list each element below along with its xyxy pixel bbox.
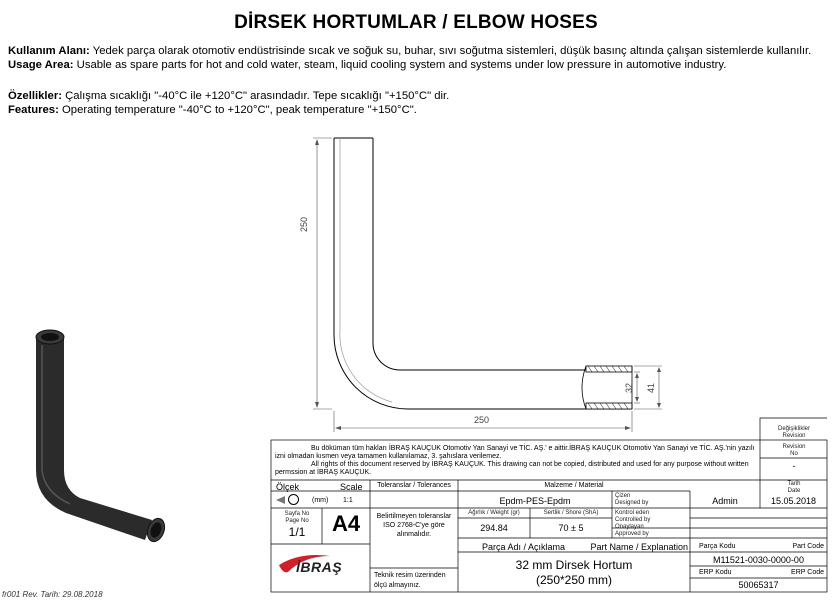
dim-horizontal-250: 250: [474, 415, 490, 425]
unit-label: (mm): [312, 497, 329, 504]
controlled-label: Kontrol eden Controlled by: [615, 510, 651, 523]
revisions-label: Değişiklikler Revision: [777, 426, 810, 439]
weight-value: 294.84: [480, 523, 508, 533]
material-value: Epdm-PES-Epdm: [499, 496, 571, 506]
features-en-text: Operating temperature "-40°C to +120°C", peak temperature "+150°C".: [58, 104, 417, 116]
form-reference: fr001 Rev. Tarih: 29.08.2018: [2, 590, 103, 599]
approved-label: Onaylayan Approved by: [615, 524, 649, 537]
usage-tr-label: Kullanım Alanı:: [8, 45, 90, 57]
designed-value: Admin: [712, 496, 738, 506]
revision-no-value: -: [792, 461, 796, 471]
projection-circle-icon: [288, 494, 299, 505]
dim-inner-32: 32: [624, 382, 634, 393]
part-name-en-label: Part Name / Explanation: [590, 542, 688, 552]
notice-text: Teknik resim üzerinden ölçü almayınız.: [374, 572, 446, 589]
erp-value: 50065317: [738, 580, 779, 590]
part-code-tr-label: Parça Kodu: [699, 543, 736, 550]
material-label: Malzeme / Material: [544, 482, 604, 489]
tolerances-label: Toleranslar / Tolerances: [377, 482, 451, 489]
part-code-value: M11521-0030-0000-00: [713, 555, 804, 565]
features-tr-label: Özellikler:: [8, 90, 62, 102]
part-code-en-label: Part Code: [792, 543, 824, 550]
page-label: Sayfa No Page No: [284, 511, 310, 524]
designed-date: 15.05.2018: [770, 496, 817, 506]
dimension-lines: [313, 138, 662, 432]
erp-tr-label: ERP Kodu: [699, 569, 732, 576]
dim-outer-41: 41: [646, 382, 656, 393]
usage-en-label: Usage Area:: [8, 59, 74, 71]
hardness-value: 70 ± 5: [558, 523, 584, 533]
copyright-tr: Bu döküman tüm hakları İBRAŞ KAUÇUK Otomotiv Yan Sanayi ve TİC. AŞ.' e aittir.İBRAŞ KAUÇUK Otomotiv Yan Sanayi ve TİC. AŞ.'nin yazılı izni olmadan kısmen veya tamamen kullanılamaz, 3. şahıslara verilemez.: [275, 445, 755, 460]
dimension-arrows: [315, 139, 661, 430]
usage-en-text: Usable as spare parts for hot and cold water, steam, liquid cooling system and systems under low pressure in automotive industry.: [73, 59, 727, 71]
usage-tr-text: Yedek parça olarak otomotiv endüstrisinde sıcak ve soğuk su, buhar, sıvı soğutma sistemleri, düşük basınç altında çalışan sistemlerde kullanılır.: [89, 45, 812, 57]
projection-cone-icon: [276, 496, 285, 504]
scale-value: 1:1: [343, 497, 353, 504]
part-name-tr-label: Parça Adı / Açıklama: [482, 542, 566, 552]
olcek-label: Ölçek: [276, 482, 300, 492]
revision-no-label: Revision No: [782, 444, 806, 457]
weight-label: Ağırlık / Weight (gr): [468, 510, 520, 516]
features-tr-text: Çalışma sıcaklığı "-40°C ile +120°C" arasındadır. Tepe sıcaklığı "+150°C" dir.: [62, 90, 450, 102]
erp-en-label: ERP Code: [791, 569, 824, 576]
part-name-line2: (250*250 mm): [535, 573, 613, 587]
copyright-en: All rights of this document reserved by İBRAŞ KAUÇUK. This drawing can not be copied, distributed and used for any purpose without written permssion at İBRAŞ KAUÇUK.: [275, 461, 749, 476]
tolerances-text: Belirtilmeyen toleranslar ISO 2768-C'ye göre alınmalıdır.: [376, 513, 452, 538]
paper-size: A4: [331, 511, 361, 536]
ibras-logo-text: İBRAŞ: [296, 559, 343, 575]
page-title: DİRSEK HORTUMLAR / ELBOW HOSES: [234, 12, 598, 33]
designed-label: Çizen Designed by: [615, 493, 649, 506]
page-value: 1/1: [288, 525, 306, 539]
hose-3d-render: [36, 330, 168, 544]
scale-label: Scale: [340, 482, 363, 492]
hardness-label: Sertlik / Shore (ShA): [543, 510, 599, 516]
features-en-label: Features:: [8, 104, 59, 116]
date-label: Tarih Date: [787, 481, 801, 494]
part-name-line1: 32 mm Dirsek Hortum: [515, 558, 633, 572]
dim-vertical-250: 250: [299, 216, 309, 232]
